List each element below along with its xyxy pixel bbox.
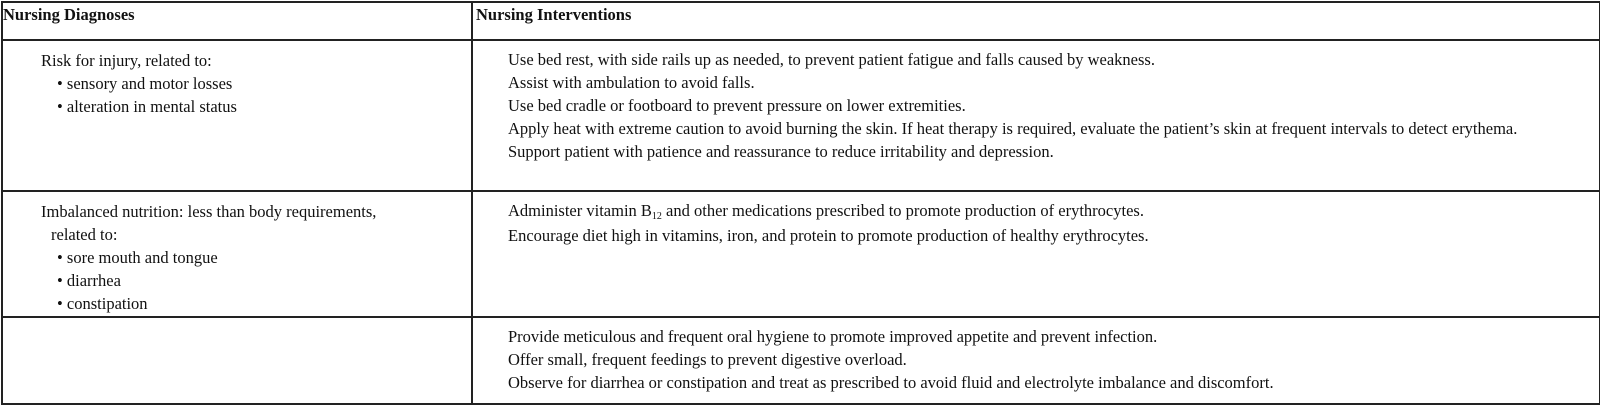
diagnosis-cell: [2, 191, 472, 317]
intervention-item: Encourage diet high in vitamins, iron, and protein to promote production of healthy erythrocytes.: [508, 226, 1149, 245]
diagnosis-title: Risk for injury, related to:: [41, 51, 212, 70]
diagnosis-title: Imbalanced nutrition: less than body requirements,: [41, 202, 377, 221]
table-row: [2, 191, 1600, 317]
vitamin-text-suffix: and other medications prescribed to promote production of erythrocytes.: [661, 201, 1144, 220]
column-header-interventions: Nursing Interventions: [472, 2, 1600, 40]
diagnosis-cell: [2, 40, 472, 191]
diagnosis-bullet: • diarrhea: [57, 271, 121, 290]
interventions-cell: [472, 191, 1600, 317]
diagnosis-bullet: • alteration in mental status: [57, 97, 237, 116]
intervention-item: Offer small, frequent feedings to prevent digestive overload.: [508, 350, 907, 369]
diagnosis-bullet: • constipation: [57, 294, 148, 313]
intervention-item: Apply heat with extreme caution to avoid burning the skin. If heat therapy is required, evaluate the patient’s skin at frequent intervals to detect erythema.: [508, 119, 1518, 138]
intervention-item-vitamin: [508, 199, 1579, 222]
table-header-row: [2, 2, 1600, 40]
vitamin-subscript: 12: [651, 211, 662, 222]
diagnosis-title-continued: related to:: [51, 225, 118, 244]
intervention-item: Assist with ambulation to avoid falls.: [508, 73, 755, 92]
vitamin-text-prefix: Administer vitamin B: [508, 201, 652, 220]
intervention-item: Provide meticulous and frequent oral hygiene to promote improved appetite and prevent infection.: [508, 327, 1158, 346]
care-plan-table: [1, 1, 1600, 405]
diagnosis-bullet: • sore mouth and tongue: [57, 248, 218, 267]
table-row: [2, 317, 1600, 404]
intervention-item: Observe for diarrhea or constipation and treat as prescribed to avoid fluid and electrolyte imbalance and discomfort.: [508, 373, 1274, 392]
interventions-cell: [472, 317, 1600, 404]
column-header-diagnoses: Nursing Diagnoses: [2, 2, 472, 40]
intervention-item: Use bed cradle or footboard to prevent pressure on lower extremities.: [508, 96, 966, 115]
table-row: [2, 40, 1600, 191]
intervention-item: Use bed rest, with side rails up as needed, to prevent patient fatigue and falls caused by weakness.: [508, 50, 1155, 69]
intervention-item: Support patient with patience and reassurance to reduce irritability and depression.: [508, 142, 1054, 161]
diagnosis-cell-empty: [2, 317, 472, 404]
interventions-cell: [472, 40, 1600, 191]
diagnosis-bullet: • sensory and motor losses: [57, 74, 233, 93]
